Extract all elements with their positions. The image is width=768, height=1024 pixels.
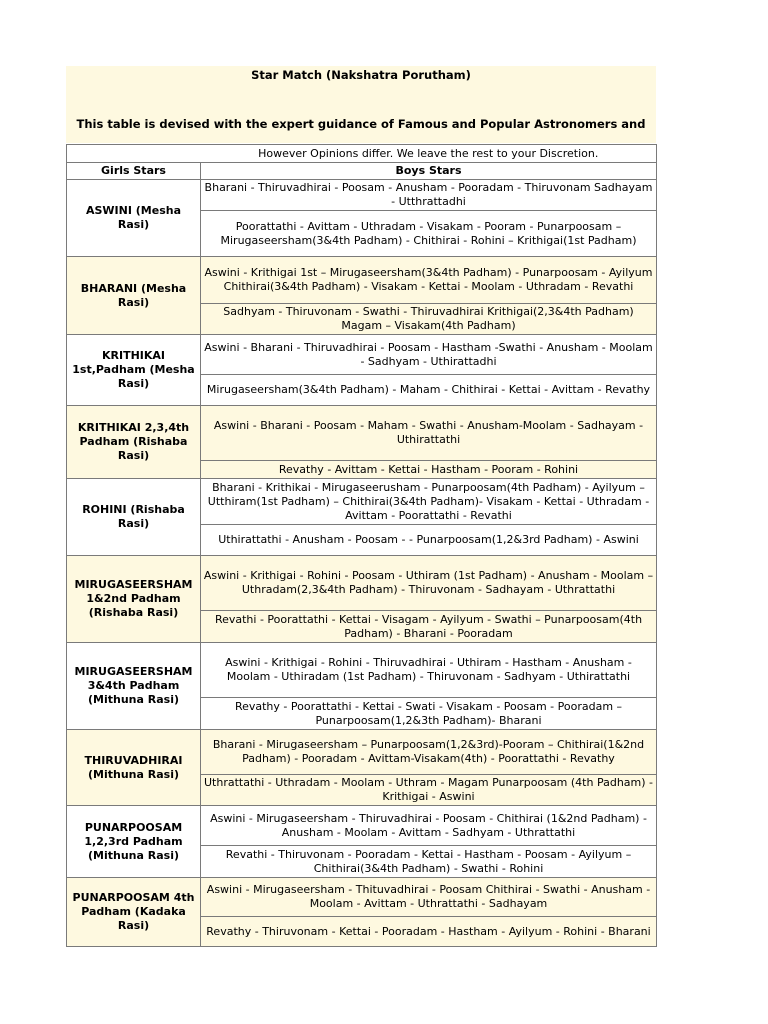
boys-stars-other: Mirugaseersham(3&4th Padham) - Maham - Chithirai - Kettai - Avittam - Revathy	[201, 375, 657, 406]
star-match-table	[66, 144, 657, 947]
girl-star: KRITHIKAI 2,3,4th Padham (Rishaba Rasi)	[67, 406, 201, 479]
boys-stars-other: Revathy - Poorattathi - Kettai - Swati - Visakam - Poosam - Pooradam – Punarpoosam(1,2&3th Padham)- Bharani	[201, 698, 657, 730]
boys-stars-other: Uthrattathi - Uthradam - Moolam - Uthram - Magam Punarpoosam (4th Padham) - Krithigai - Aswini	[201, 775, 657, 806]
boys-stars-other: Revathy - Thiruvonam - Kettai - Pooradam - Hastham - Ayilyum - Rohini - Bharani	[201, 917, 657, 947]
table-row	[67, 335, 657, 375]
girl-star: BHARANI (Mesha Rasi)	[67, 257, 201, 335]
boys-stars-other: Uthirattathi - Anusham - Poosam - - Punarpoosam(1,2&3rd Padham) - Aswini	[201, 525, 657, 556]
boys-stars-compatible: Aswini - Bharani - Thiruvadhirai - Poosam - Hastham -Swathi - Anusham - Moolam - Sadhyam - Uthirattadhi	[201, 335, 657, 375]
girl-star: ASWINI (Mesha Rasi)	[67, 180, 201, 257]
boys-stars-compatible: Aswini - Krithigai - Rohini - Thiruvadhirai - Uthiram - Hastham - Anusham - Moolam - Uthiradam (1st Padham) - Thiruvonam - Sadhyam - Uthirattathi	[201, 643, 657, 698]
header-girls-stars: Girls Stars	[67, 163, 201, 180]
boys-stars-compatible: Bharani - Thiruvadhirai - Poosam - Anusham - Pooradam - Thiruvonam Sadhayam - Utthrattadhi	[201, 180, 657, 211]
table-row	[67, 806, 657, 846]
girl-star: PUNARPOOSAM 1,2,3rd Padham (Mithuna Rasi)	[67, 806, 201, 878]
table-row	[67, 730, 657, 775]
page-subtitle: This table is devised with the expert guidance of Famous and Popular Astronomers and	[76, 117, 646, 131]
boys-stars-compatible: Aswini - Mirugaseersham - Thituvadhirai - Poosam Chithirai - Swathi - Anusham - Moolam - Avittam - Uthrattathi - Sadhayam	[201, 878, 657, 917]
table-row	[67, 643, 657, 698]
boys-stars-compatible: Aswini - Krithigai 1st – Mirugaseersham(3&4th Padham) - Punarpoosam - Ayilyum Chithirai(3&4th Padham) - Visakam - Kettai - Moolam - Uthradam - Revathi	[201, 257, 657, 304]
boys-stars-compatible: Aswini - Mirugaseersham - Thiruvadhirai - Poosam - Chithirai (1&2nd Padham) - Anusham - Moolam - Avittam - Sadhyam - Uthrattathi	[201, 806, 657, 846]
boys-stars-other: Revathy - Avittam - Kettai - Hastham - Pooram - Rohini	[201, 461, 657, 479]
girl-star: KRITHIKAI 1st,Padham (Mesha Rasi)	[67, 335, 201, 406]
table-row	[67, 878, 657, 917]
girl-star: MIRUGASEERSHAM 1&2nd Padham (Rishaba Rasi)	[67, 556, 201, 643]
girl-star: THIRUVADHIRAI (Mithuna Rasi)	[67, 730, 201, 806]
table-row	[67, 556, 657, 611]
girl-star: MIRUGASEERSHAM 3&4th Padham (Mithuna Rasi)	[67, 643, 201, 730]
header-boys-stars: Boys Stars	[201, 163, 657, 180]
table-row	[67, 180, 657, 211]
boys-stars-other: Sadhyam - Thiruvonam - Swathi - Thiruvadhirai Krithigai(2,3&4th Padham) Magam – Visakam(4th Padham)	[201, 304, 657, 335]
boys-stars-compatible: Bharani - Mirugaseersham – Punarpoosam(1,2&3rd)-Pooram – Chithirai(1&2nd Padham) - Pooradam - Avittam-Visakam(4th) - Poorattathi - Revathy	[201, 730, 657, 775]
table-row	[67, 479, 657, 525]
boys-stars-compatible: Aswini - Bharani - Poosam - Maham - Swathi - Anusham-Moolam - Sadhayam - Uthirattathi	[201, 406, 657, 461]
boys-stars-other: Revathi - Poorattathi - Kettai - Visagam - Ayilyum - Swathi – Punarpoosam(4th Padham) - Bharani - Pooradam	[201, 611, 657, 643]
table-note: However Opinions differ. We leave the rest to your Discretion.	[201, 145, 657, 163]
boys-stars-compatible: Bharani - Krithikai - Mirugaseerusham - Punarpoosam(4th Padham) - Ayilyum – Utthiram(1st Padham) – Chithirai(3&4th Padham)- Visakam - Kettai - Uthradam - Avittam - Poorattathi - Revathi	[201, 479, 657, 525]
girl-star: ROHINI (Rishaba Rasi)	[67, 479, 201, 556]
table-row	[67, 406, 657, 461]
boys-stars-other: Revathi - Thiruvonam - Pooradam - Kettai - Hastham - Poosam - Ayilyum – Chithirai(3&4th Padham) - Swathi - Rohini	[201, 846, 657, 878]
boys-stars-compatible: Aswini - Krithigai - Rohini - Poosam - Uthiram (1st Padham) - Anusham - Moolam – Uthradam(2,3&4th Padham) - Thiruvonam - Sadhayam - Uthrattathi	[201, 556, 657, 611]
table-row	[67, 257, 657, 304]
girl-star: PUNARPOOSAM 4th Padham (Kadaka Rasi)	[67, 878, 201, 947]
boys-stars-other: Poorattathi - Avittam - Uthradam - Visakam - Pooram - Punarpoosam – Mirugaseersham(3&4th Padham) - Chithirai - Rohini – Krithigai(1st Padham)	[201, 211, 657, 257]
page-title: Star Match (Nakshatra Porutham)	[251, 68, 471, 82]
table-note-spacer	[67, 145, 201, 163]
